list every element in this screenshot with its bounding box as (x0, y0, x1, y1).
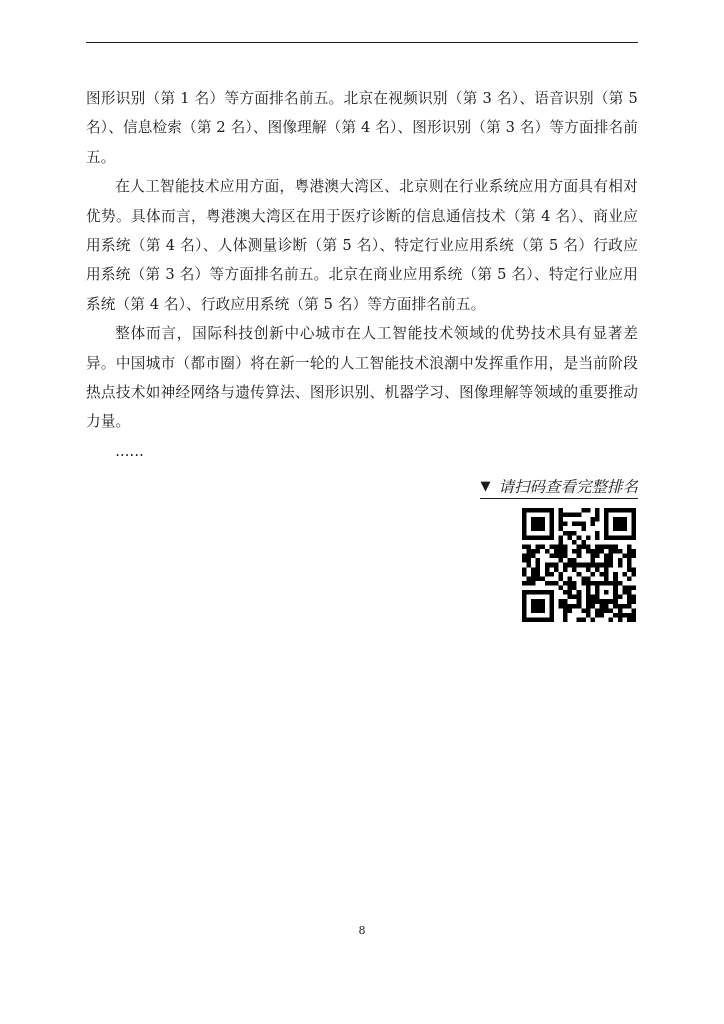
paragraph-overall: 整体而言，国际科技创新中心城市在人工智能技术领域的优势技术具有显著差异。中国城市（都市圈）将在新一轮的人工智能技术浪潮中发挥重作用，是当前阶段热点技术如神经网络与遗传算法、图形识别、机器学习、图像理解等领域的重要推动力量。 (86, 325, 638, 431)
down-triangle-icon: ▼ (480, 478, 491, 494)
qr-code[interactable] (522, 508, 636, 622)
page-number: 8 (358, 924, 366, 937)
header-rule (86, 42, 638, 43)
scan-qr-text: 请扫码查看完整排名 (498, 478, 638, 496)
paragraph-ellipsis: ...... (115, 442, 144, 460)
scan-qr-callout (480, 475, 638, 499)
paragraph-ai-application: 在人工智能技术应用方面，粤港澳大湾区、北京则在行业系统应用方面具有相对优势。具体而言，粤港澳大湾区在用于医疗诊断的信息通信技术（第 4 名）、商业应用系统（第 4 名）、人体测量诊断（第 5 名）、特定行业应用系统（第 5 名）行政应用系统（第 3 名）等方面排名前五。北京在商业应用系统（第 5 名）、特定行业应用系统（第 4 名）、行政应用系统（第 5 名）等方面排名前五。 (86, 178, 638, 313)
body-text (86, 84, 638, 466)
paragraph-continuation: 图形识别（第 1 名）等方面排名前五。北京在视频识别（第 3 名）、语音识别（第 5 名）、信息检索（第 2 名）、图像理解（第 4 名）、图形识别（第 3 名）等方面排名前五。 (86, 90, 638, 166)
